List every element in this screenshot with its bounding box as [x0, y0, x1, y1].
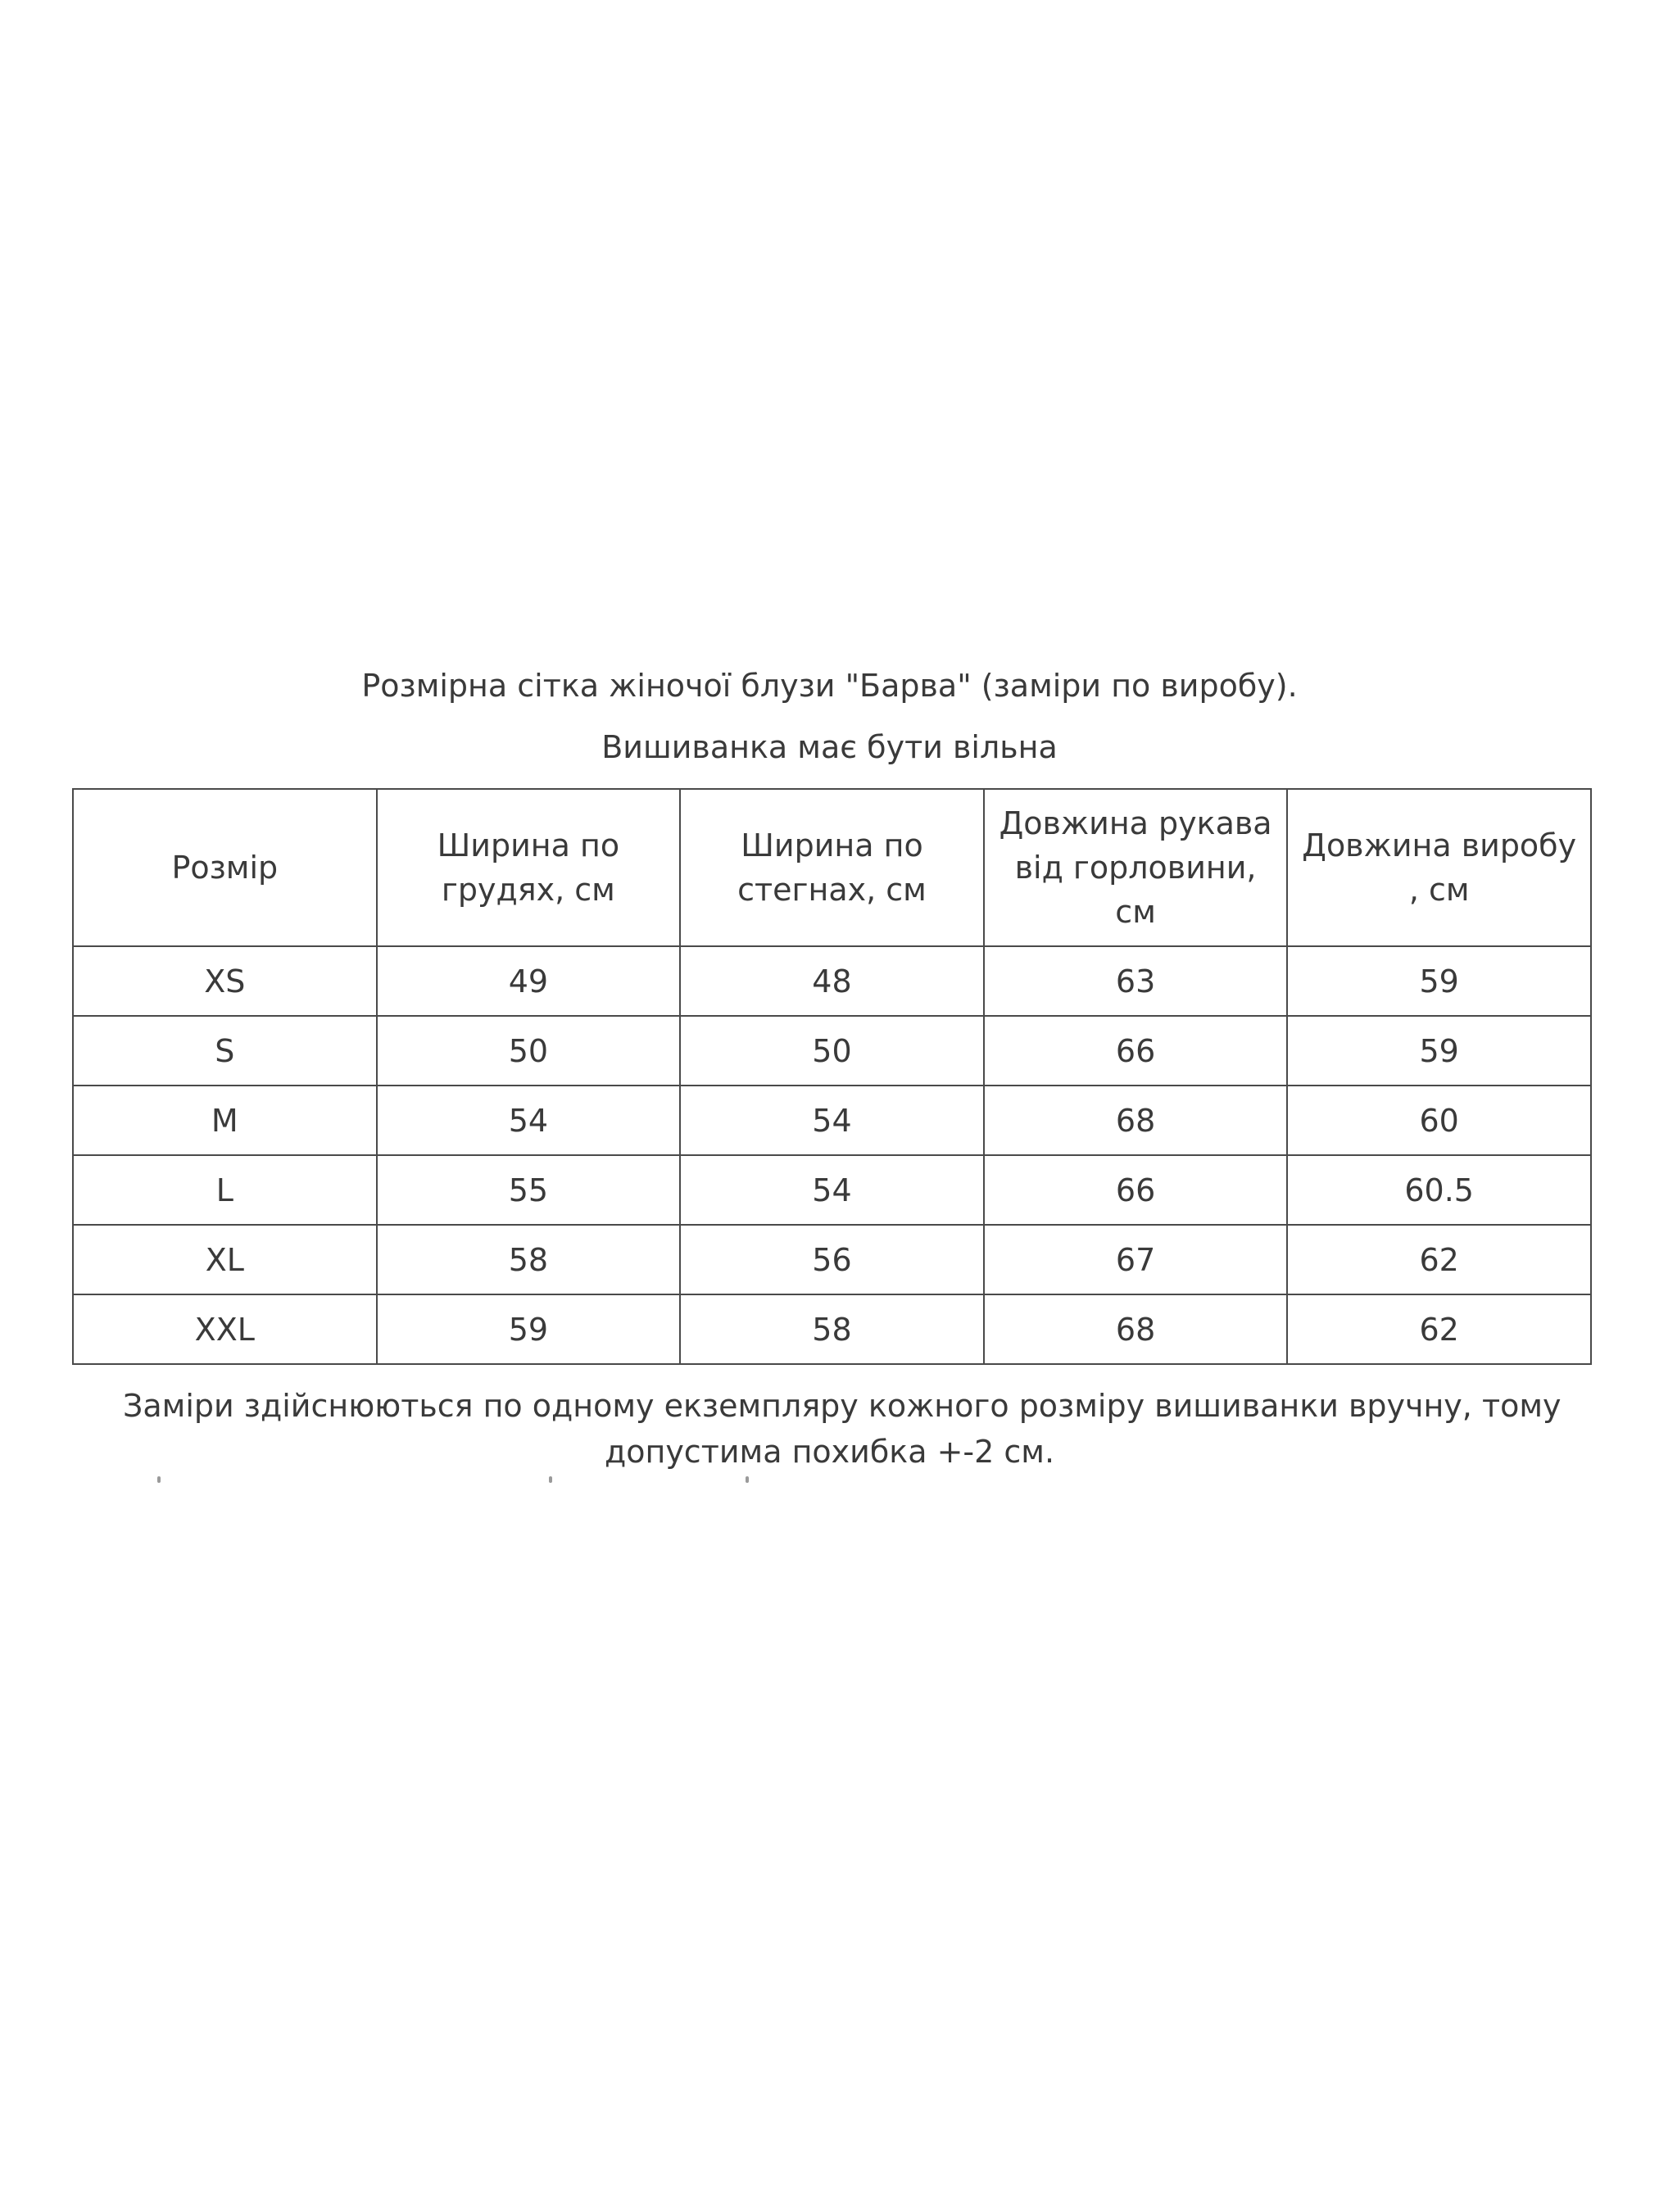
cell-hip: 48 [680, 946, 984, 1016]
cell-size: M [73, 1086, 377, 1155]
cell-sleeve: 68 [984, 1086, 1288, 1155]
measurement-note-line2: допустима похибка +-2 см. [604, 1434, 1055, 1470]
cell-size: L [73, 1155, 377, 1225]
table-row [73, 1225, 1591, 1294]
cell-length: 62 [1287, 1294, 1591, 1364]
header-size: Розмір [73, 789, 377, 946]
cell-chest: 50 [377, 1016, 681, 1086]
cell-length: 59 [1287, 946, 1591, 1016]
cell-size: XXL [73, 1294, 377, 1364]
cell-hip: 54 [680, 1155, 984, 1225]
cell-length: 60.5 [1287, 1155, 1591, 1225]
chart-subtitle: Вишиванка має бути вільна [601, 729, 1058, 765]
header-chest-width: Ширина по грудях, см [377, 789, 681, 946]
cell-sleeve: 68 [984, 1294, 1288, 1364]
header-sleeve-length: Довжина рукава від горловини, см [984, 789, 1288, 946]
cell-size: XS [73, 946, 377, 1016]
table-row [73, 1155, 1591, 1225]
cell-chest: 55 [377, 1155, 681, 1225]
cell-size: XL [73, 1225, 377, 1294]
cell-chest: 49 [377, 946, 681, 1016]
cell-sleeve: 63 [984, 946, 1288, 1016]
cell-size: S [73, 1016, 377, 1086]
size-table [72, 788, 1592, 1365]
cell-hip: 56 [680, 1225, 984, 1294]
cell-hip: 50 [680, 1016, 984, 1086]
chart-title: Розмірна сітка жіночої блузи "Барва" (заміри по виробу). [361, 668, 1298, 704]
cell-sleeve: 67 [984, 1225, 1288, 1294]
table-row [73, 1016, 1591, 1086]
measurement-note-line1: Заміри здійснюються по одному екземпляру кожного розміру вишиванки вручну, тому [123, 1388, 1562, 1424]
cell-sleeve: 66 [984, 1016, 1288, 1086]
table-row [73, 1294, 1591, 1364]
cell-hip: 54 [680, 1086, 984, 1155]
cell-chest: 59 [377, 1294, 681, 1364]
table-row [73, 1086, 1591, 1155]
cell-chest: 54 [377, 1086, 681, 1155]
measurement-note [123, 1383, 1562, 1475]
cropped-text-remnant [123, 1475, 1536, 1483]
cell-chest: 58 [377, 1225, 681, 1294]
cell-length: 62 [1287, 1225, 1591, 1294]
cell-hip: 58 [680, 1294, 984, 1364]
cell-sleeve: 66 [984, 1155, 1288, 1225]
cell-length: 59 [1287, 1016, 1591, 1086]
cell-length: 60 [1287, 1086, 1591, 1155]
table-row [73, 946, 1591, 1016]
header-garment-length: Довжина виробу , см [1287, 789, 1591, 946]
table-header-row [73, 789, 1591, 946]
header-hip-width: Ширина по стегнах, см [680, 789, 984, 946]
